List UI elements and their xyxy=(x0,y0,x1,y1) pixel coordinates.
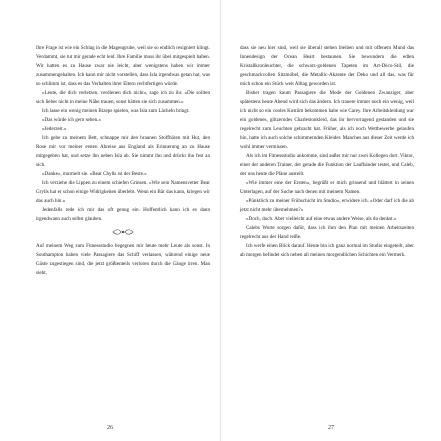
paragraph: dass sie neu hier sind, weil sie überall stehen bleiben und mit offenem Mund das Innendesign der Ocean Heart bestaunen. Sie bewundern die edlen Kristallkronleuchter, die schwarz-goldenen Tapeten im Art-Déco-Stil, die geschmackvollen Sitzmöbel, die Metallic-Akzente der Deko und all das, was für mich schon ein Stück weit Alltag geworden ist. xyxy=(240,45,414,87)
scene-break-ornament-icon xyxy=(36,226,210,238)
page-number: 27 xyxy=(328,425,334,431)
left-page xyxy=(0,0,220,441)
right-page-text xyxy=(240,44,414,260)
paragraph: Ich verziehe die Lippen zu einem schiefen Grinsen. »Wie sein Namensvetter Bear Grylls hat er schon einige Widrigkeiten überlebt. Wenn ein Bär das kann, kriegen wir das auch hin.« xyxy=(36,180,210,204)
paragraph: »Danke«, murmelt sie. »Bear Chylls ist der Beste.« xyxy=(42,171,147,177)
paragraph: »Jederzeit.« xyxy=(42,126,67,132)
paragraph: Ich werfe einen Blick darauf. Heute bin ich ganz normal im Studio eingeteilt, aber ab morgen befindet sich neben all meinen morgendlichen Schichten ein Vermerk. xyxy=(240,243,414,258)
left-page-text-after-break xyxy=(36,242,210,278)
paragraph: Ich lasse ein wenig meinen Bizeps spielen, was Isla zum Lächeln bringt. xyxy=(42,108,190,114)
paragraph: »Das würde ich gern sehen.« xyxy=(42,117,101,123)
paragraph: »Pünktlich zu meiner Frühschicht im Studio«, erwidere ich. »Oder darf ich die ab jetzt nicht mehr übernehmen?« xyxy=(240,198,414,213)
paragraph: Als ich im Fitnessstudio ankomme, sind außer mir nur zwei Kollegen dort. Viktor, einer der anderen Trainer, der gerade die Funktion der Laufbänder testet, und Caleb, der uns heute die Pläne austeilt. xyxy=(240,153,414,177)
paragraph: Ihre Frage ist wie ein Schlag in die Magengrube, weil sie so endlich resigniert klingt. Verdammt, sie tut mir gerade echt leid. Ihre Familie muss ihr übel mitgespielt haben. Wir hatten es zu Hause zwar nie leicht, aber wenigstens haben wir immer zusammengehalten. Ich kann mir nicht vorstellen, dass Isla irgendwas getan hat, was so schlimm ist, dass es das Verhalten ihrer Eltern rechtfertigen würde. xyxy=(36,45,210,87)
right-page xyxy=(221,0,441,441)
left-page-text xyxy=(36,44,210,224)
paragraph: Jedenfalls rede ich mir das oft genug ein. Hoffentlich kann ich es dann irgendwann auch selbst glauben. xyxy=(36,207,210,222)
paragraph: Bisher tragen kaum Passagiere die Mode der Goldenen Zwanziger, aber spätestens heute Abend wird sich das ändern. Ich trauere immer noch ein wenig, weil ich nicht so ein cooles Kostüm bekommen habe wie Carey. Ihre Arbeitskleidung war ein goldenes, glitzerndes Charlestonkleid, das ihr hervorragend gestanden und sie regelrecht zum Leuchten gebracht hat. Früher, als ich noch Wettbewerbe gelaufen bin, hatte ich auch solche schimmernden Kleider. Manches aus dieser Zeit werde ich wohl immer vermissen. xyxy=(240,90,414,150)
paragraph: Auf meinem Weg zum Fitnessstudio begegnen mir heute mehr Leute als sonst. In Southampton haben viele Passagiere das Schiff verlassen, während einige neue Gäste zugestiegen sind, die jetzt größtenteils verloren durch die Gänge irren. Man sieht, xyxy=(36,243,210,276)
page-number: 26 xyxy=(107,425,113,431)
paragraph: Ich gehe zu meinem Bett, schnappe mir den braunen Stoffbären mit Hut, den Rose mir vor meiner ersten Abreise aus England als Erinnerung an zu Hause mitgegeben hat, und setze ihn neben Isla ab. Sie nimmt ihn und drückt ihn fest an sich. xyxy=(36,135,210,168)
paragraph: Calebs Worte sorgen dafür, dass ich ihm den Plan mit meinen Arbeitszeiten regelrecht aus der Hand reiße. xyxy=(240,225,414,240)
paragraph: »Wie immer eine der Ersten«, begrüßt er mich grinsend und blättert in seinen Unterlagen, auf der Suche nach denen mit meinem Namen. xyxy=(240,180,414,195)
paragraph: »Doch, doch. Aber vielleicht auf eine etwas andere Weise, als du denkst.« xyxy=(246,216,397,222)
paragraph: »Leute, die dich verletzen, verdienen dich nicht«, sage ich zu ihr. »Die sollten sich lieber nicht in meine Nähe trauen, sonst hätten sie sich zusammen.« xyxy=(36,90,210,105)
